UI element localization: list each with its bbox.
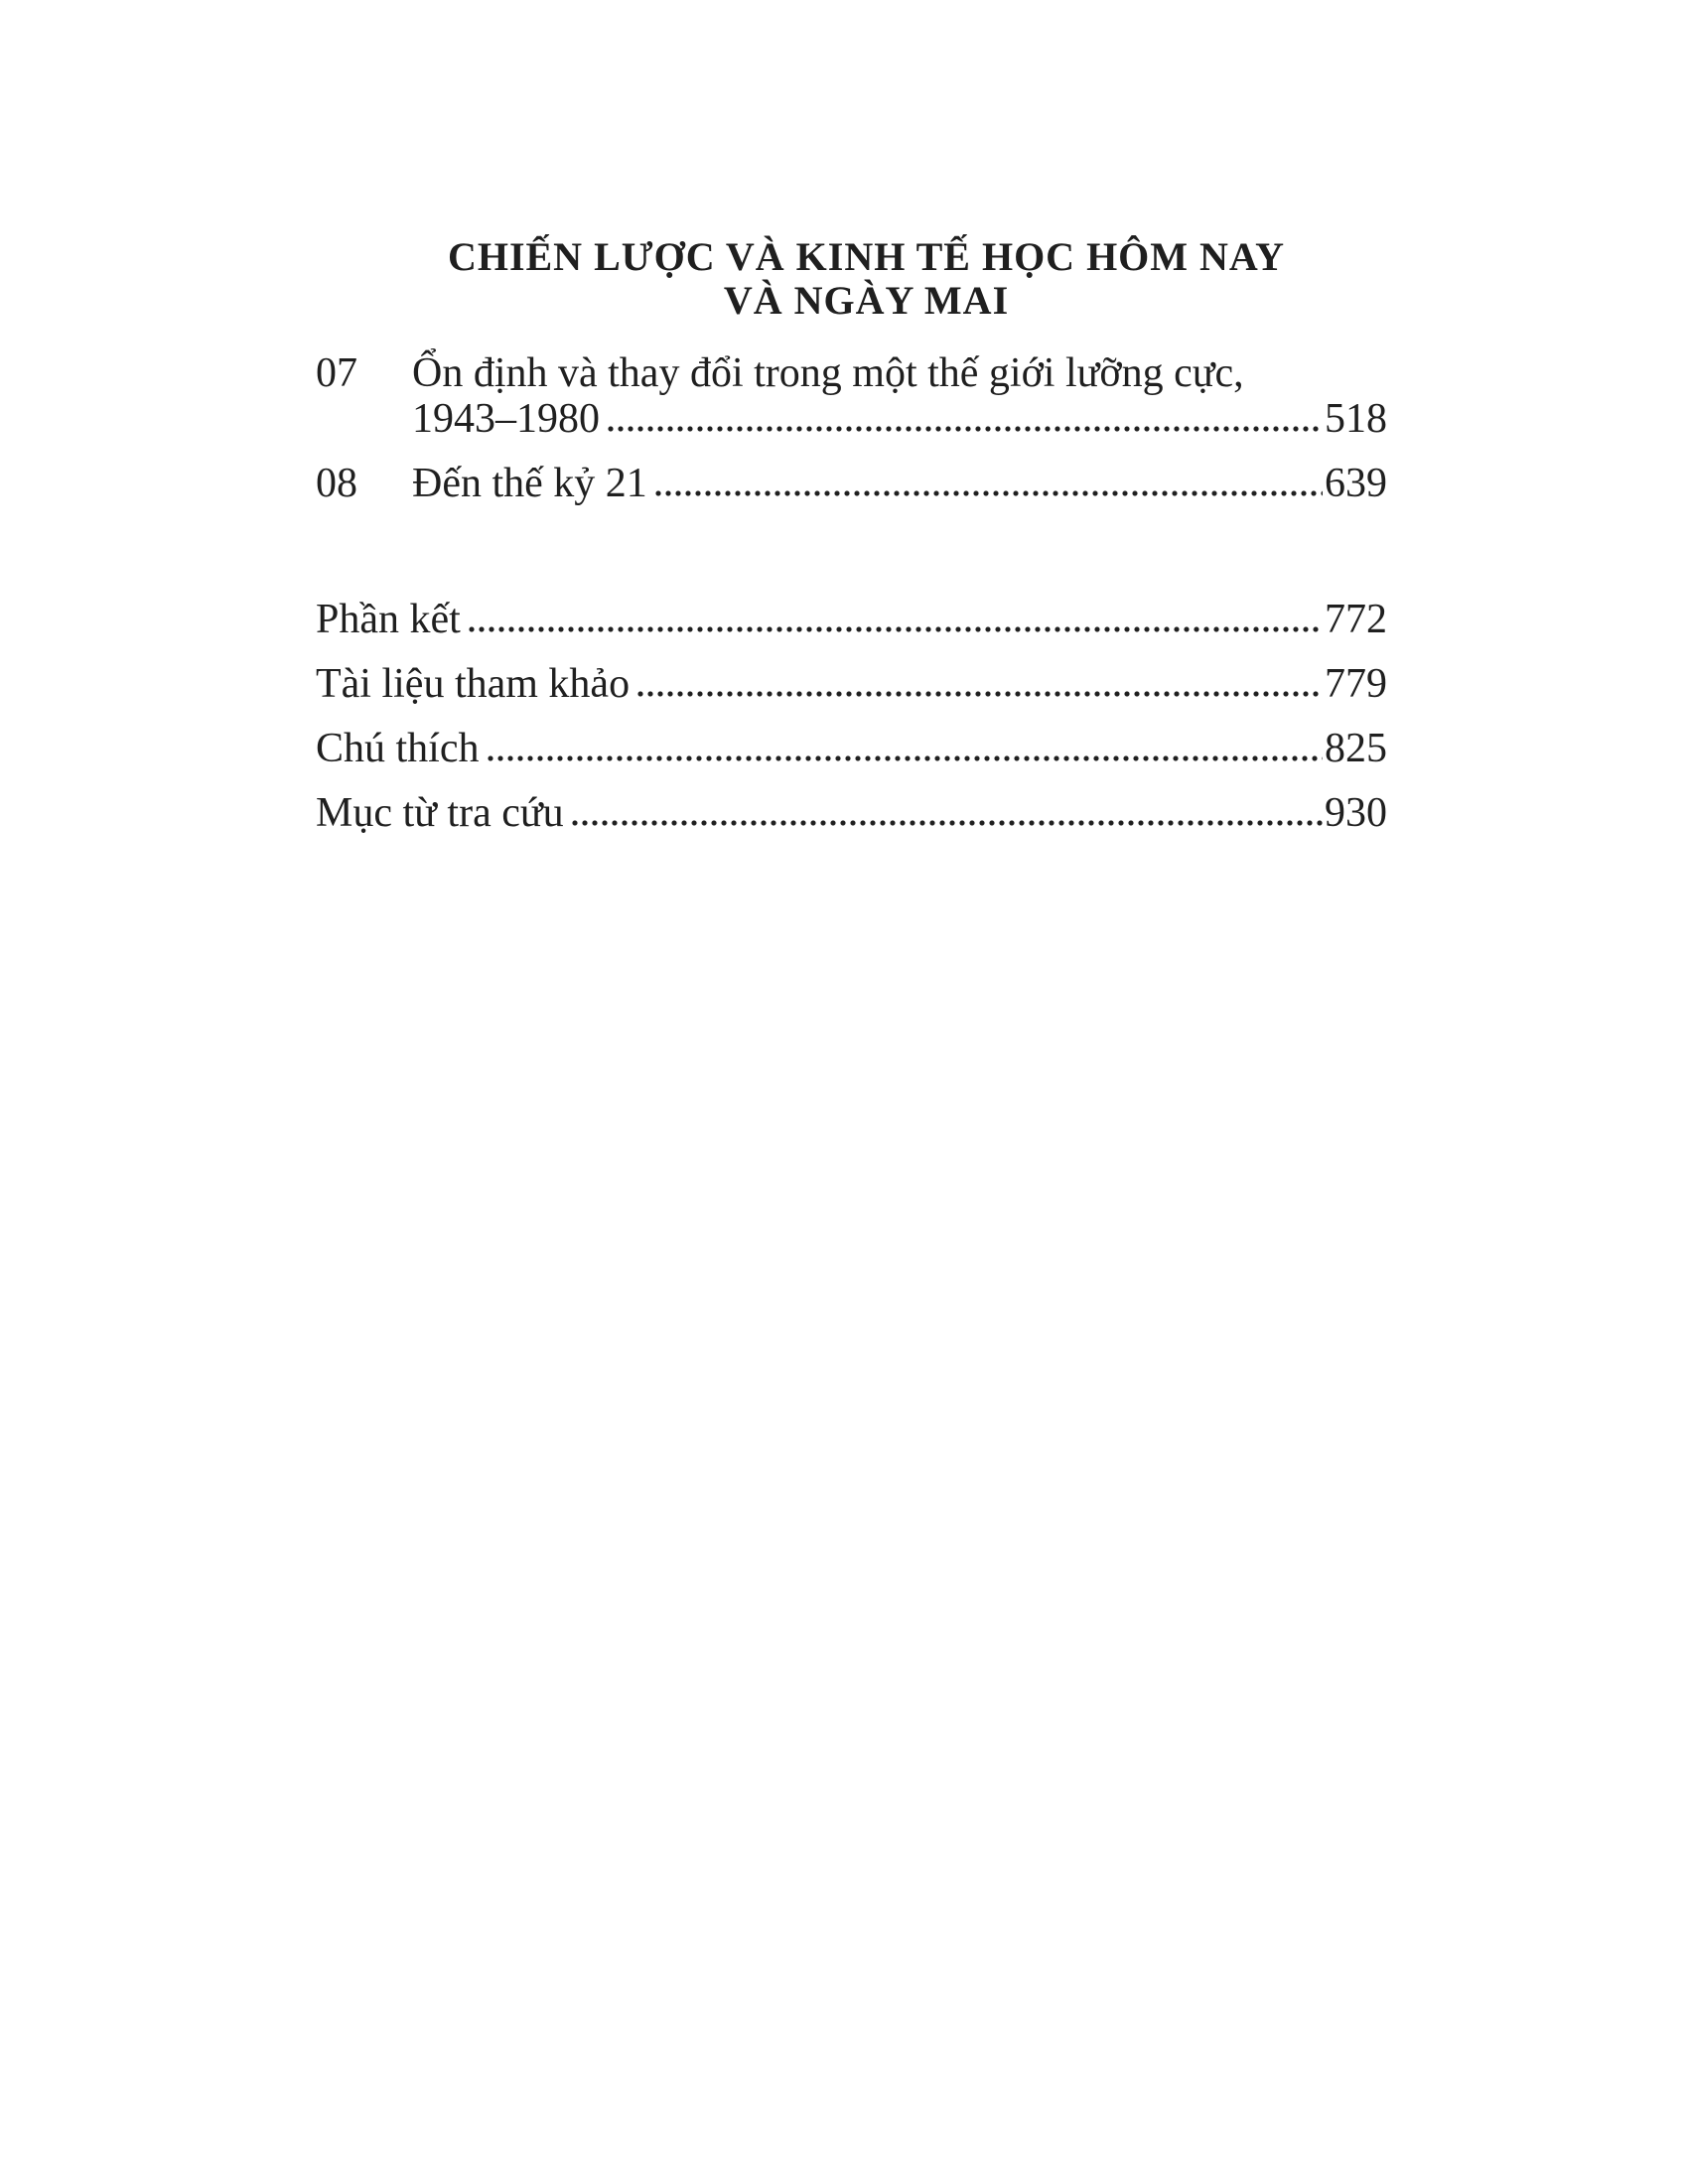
toc-entry-tai-lieu-tham-khao <box>316 661 1387 707</box>
chapter-title-line-2: 1943–1980 <box>412 396 600 442</box>
section-heading-line-2: VÀ NGÀY MAI <box>723 278 1010 323</box>
dot-leader <box>572 820 1323 826</box>
entry-title: Chú thích <box>316 726 480 771</box>
entry-title: Phần kết <box>316 597 461 642</box>
section-heading <box>316 235 1387 323</box>
chapter-07-continuation-row <box>316 396 1387 442</box>
chapter-07-title-row <box>316 350 1387 396</box>
back-matter-entries <box>316 597 1387 836</box>
chapter-number: 08 <box>316 461 357 506</box>
section-heading-line-1: CHIẾN LƯỢC VÀ KINH TẾ HỌC HÔM NAY <box>447 234 1286 279</box>
chapter-title-line-1: Ổn định và thay đổi trong một thế giới lưỡng cực, <box>412 350 1244 396</box>
toc-entries <box>316 350 1387 836</box>
page-number: 639 <box>1325 461 1387 506</box>
dot-leader <box>637 691 1323 697</box>
toc-content <box>316 235 1387 836</box>
page-number: 930 <box>1325 790 1387 836</box>
page-number: 825 <box>1325 726 1387 771</box>
chapter-number: 07 <box>316 350 357 396</box>
page-number: 779 <box>1325 661 1387 707</box>
dot-leader <box>488 755 1324 761</box>
toc-entry-chu-thich <box>316 726 1387 771</box>
toc-entry-phan-ket <box>316 597 1387 642</box>
dot-leader <box>655 490 1323 496</box>
dot-leader <box>608 426 1323 432</box>
dot-leader <box>469 626 1323 632</box>
entry-title: Mục từ tra cứu <box>316 790 564 836</box>
chapter-title: Đến thế kỷ 21 <box>412 461 647 506</box>
page-number: 518 <box>1325 396 1387 442</box>
toc-entry-chapter-07 <box>316 350 1387 442</box>
entry-title: Tài liệu tham khảo <box>316 661 631 707</box>
toc-entry-muc-tu-tra-cuu <box>316 790 1387 836</box>
page-number: 772 <box>1325 597 1387 642</box>
toc-entry-chapter-08 <box>316 461 1387 506</box>
